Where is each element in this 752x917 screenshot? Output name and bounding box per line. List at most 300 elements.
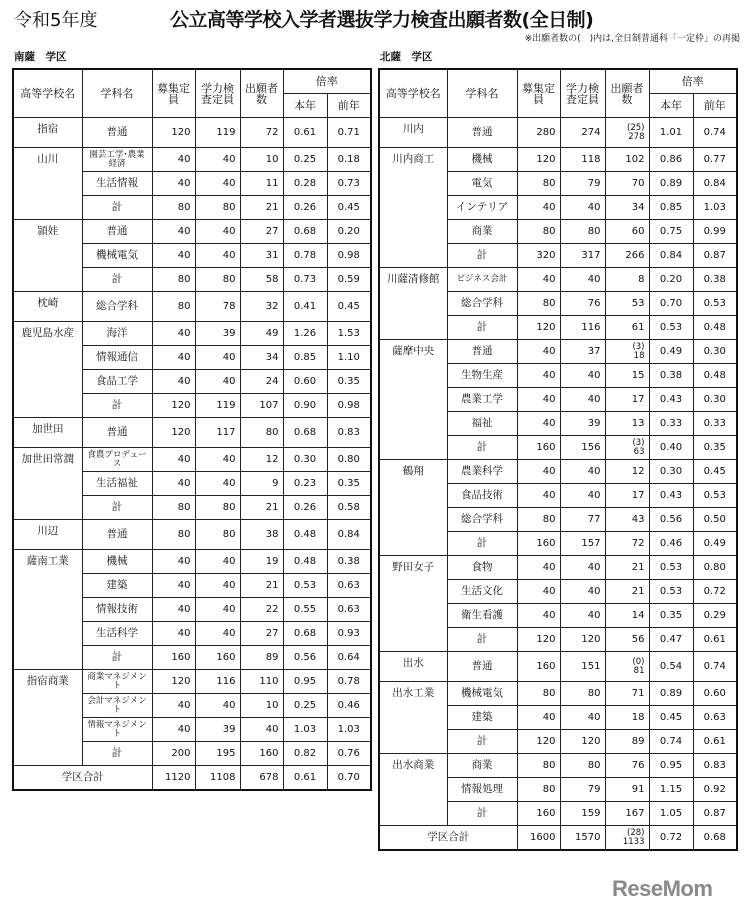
department-name: 普通 bbox=[447, 340, 517, 364]
department-name: 食品技術 bbox=[447, 484, 517, 508]
applicants-count: 19 bbox=[265, 556, 279, 567]
applicants-cell bbox=[605, 220, 649, 244]
rate-this-year-cell: 0.68 bbox=[283, 220, 327, 244]
rate-prev-year-cell: 1.10 bbox=[327, 346, 371, 370]
rate-prev-year-cell: 0.38 bbox=[693, 268, 737, 292]
rate-prev-year-cell: 0.18 bbox=[327, 148, 371, 172]
applicants-cell bbox=[240, 670, 283, 694]
quota-cell: 80 bbox=[517, 754, 560, 778]
rate-this-year-cell: 0.75 bbox=[649, 220, 693, 244]
school-name: 山川 bbox=[13, 148, 82, 220]
rate-prev-year-cell: 0.53 bbox=[693, 292, 737, 316]
rate-prev-year-cell: 0.73 bbox=[327, 172, 371, 196]
department-name: 総合学科 bbox=[82, 292, 152, 322]
rate-this-year-cell: 0.33 bbox=[649, 412, 693, 436]
rate-this-year-cell: 0.56 bbox=[283, 646, 327, 670]
applicants-count: 160 bbox=[259, 748, 279, 759]
applicants-cell bbox=[605, 826, 649, 851]
department-name: 計 bbox=[82, 196, 152, 220]
quota-cell: 120 bbox=[517, 730, 560, 754]
department-name: 食物 bbox=[447, 556, 517, 580]
applicants-cell bbox=[240, 118, 283, 148]
applicants-cell bbox=[605, 436, 649, 460]
applicants-count: 27 bbox=[265, 226, 279, 237]
rate-this-year-cell: 0.85 bbox=[283, 346, 327, 370]
capacity-cell: 40 bbox=[560, 556, 605, 580]
school-name: 川内 bbox=[379, 118, 447, 148]
applicants-count: 18 bbox=[633, 350, 645, 361]
capacity-cell: 274 bbox=[560, 118, 605, 148]
applicants-cell bbox=[605, 340, 649, 364]
capacity-cell: 120 bbox=[560, 730, 605, 754]
table-row bbox=[379, 460, 737, 484]
capacity-cell: 40 bbox=[560, 484, 605, 508]
rate-prev-year-cell: 0.61 bbox=[693, 628, 737, 652]
capacity-cell: 1108 bbox=[195, 766, 240, 791]
applicants-count: 15 bbox=[631, 370, 645, 381]
department-name: 農業工学 bbox=[447, 388, 517, 412]
quota-header: 募集定員 bbox=[517, 69, 560, 118]
quota-cell: 160 bbox=[517, 802, 560, 826]
capacity-cell: 40 bbox=[560, 460, 605, 484]
rate-prev-year-cell: 0.87 bbox=[693, 802, 737, 826]
rate-prev-year-cell: 0.64 bbox=[327, 646, 371, 670]
rate-prev-year-cell: 0.30 bbox=[693, 340, 737, 364]
applicants-header: 出願者数 bbox=[240, 69, 283, 118]
rate-prev-year-cell: 0.68 bbox=[693, 826, 737, 851]
rate-this-year-cell: 1.03 bbox=[283, 718, 327, 742]
rate-prev-year-cell: 0.33 bbox=[693, 412, 737, 436]
department-name: 園芸工学･農業経済 bbox=[82, 148, 152, 172]
department-name: 生活文化 bbox=[447, 580, 517, 604]
applicants-count: 678 bbox=[259, 772, 279, 783]
rate-prev-year-cell: 0.72 bbox=[693, 580, 737, 604]
rate-prev-year-cell: 0.74 bbox=[693, 118, 737, 148]
rate-prev-year-cell: 0.45 bbox=[693, 460, 737, 484]
capacity-cell: 39 bbox=[560, 412, 605, 436]
rate-prev-year-cell: 0.49 bbox=[693, 532, 737, 556]
applicants-count: 72 bbox=[265, 127, 279, 138]
department-name: 計 bbox=[82, 268, 152, 292]
rate-this-year-cell: 0.55 bbox=[283, 598, 327, 622]
department-name: 福祉 bbox=[447, 412, 517, 436]
quota-cell: 160 bbox=[517, 532, 560, 556]
rate-prev-year-cell: 0.35 bbox=[327, 370, 371, 394]
department-header: 学科名 bbox=[82, 69, 152, 118]
rate-this-year-cell: 0.45 bbox=[649, 706, 693, 730]
rate-this-year-cell: 0.40 bbox=[649, 436, 693, 460]
department-name: 商業 bbox=[447, 754, 517, 778]
applicants-cell bbox=[605, 484, 649, 508]
capacity-cell: 80 bbox=[195, 520, 240, 550]
quota-cell: 280 bbox=[517, 118, 560, 148]
quota-cell: 80 bbox=[152, 196, 195, 220]
rate-prev-year-cell: 0.20 bbox=[327, 220, 371, 244]
rate-this-year-cell: 0.26 bbox=[283, 496, 327, 520]
department-name: 機械電気 bbox=[82, 244, 152, 268]
quota-cell: 120 bbox=[517, 628, 560, 652]
capacity-cell: 80 bbox=[560, 682, 605, 706]
quota-cell: 40 bbox=[152, 574, 195, 598]
rate-prev-year-cell: 0.80 bbox=[693, 556, 737, 580]
department-name: 機械 bbox=[447, 148, 517, 172]
quota-cell: 40 bbox=[517, 388, 560, 412]
quota-cell: 120 bbox=[517, 148, 560, 172]
capacity-cell: 1570 bbox=[560, 826, 605, 851]
rate-this-year-cell: 0.48 bbox=[283, 520, 327, 550]
applicants-cell bbox=[605, 172, 649, 196]
rate-this-year-cell: 0.60 bbox=[283, 370, 327, 394]
applicants-count: 21 bbox=[265, 580, 279, 591]
capacity-cell: 40 bbox=[195, 148, 240, 172]
rate-prev-year-cell: 0.45 bbox=[327, 292, 371, 322]
applicants-note: (0) bbox=[632, 656, 645, 667]
district-total-row bbox=[13, 766, 371, 791]
department-name: ビジネス会計 bbox=[447, 268, 517, 292]
rate-prev-year-cell: 0.87 bbox=[693, 244, 737, 268]
capacity-cell: 118 bbox=[560, 148, 605, 172]
header-row bbox=[379, 69, 737, 94]
department-name: 商業 bbox=[447, 220, 517, 244]
applicants-count: 60 bbox=[631, 226, 645, 237]
applicants-count: 56 bbox=[631, 634, 645, 645]
rate-prev-year-cell: 0.74 bbox=[693, 652, 737, 682]
district-total-label: 学区合計 bbox=[13, 766, 152, 791]
school-name: 川辺 bbox=[13, 520, 82, 550]
quota-cell: 40 bbox=[152, 346, 195, 370]
rate-this-year-cell: 0.30 bbox=[283, 448, 327, 472]
applicants-count: 63 bbox=[633, 446, 645, 457]
rate-this-year-cell: 1.05 bbox=[649, 802, 693, 826]
applicants-count: 31 bbox=[265, 250, 279, 261]
rate-this-year-header: 本年 bbox=[283, 94, 327, 118]
rate-this-year-cell: 0.95 bbox=[283, 670, 327, 694]
applicants-count: 9 bbox=[272, 478, 279, 489]
applicants-count: 22 bbox=[265, 604, 279, 615]
applicants-count: 58 bbox=[265, 274, 279, 285]
rate-this-year-cell: 0.53 bbox=[649, 580, 693, 604]
applicants-cell bbox=[605, 244, 649, 268]
department-name: 生活福祉 bbox=[82, 472, 152, 496]
rate-this-year-cell: 0.86 bbox=[649, 148, 693, 172]
applicants-cell bbox=[240, 718, 283, 742]
school-name: 野田女子 bbox=[379, 556, 447, 652]
applicants-count: 40 bbox=[265, 724, 279, 735]
capacity-cell: 37 bbox=[560, 340, 605, 364]
rate-this-year-header: 本年 bbox=[649, 94, 693, 118]
school-name: 出水工業 bbox=[379, 682, 447, 754]
applicants-count: 61 bbox=[631, 322, 645, 333]
quota-cell: 80 bbox=[152, 496, 195, 520]
capacity-cell: 120 bbox=[560, 628, 605, 652]
department-name: 計 bbox=[82, 496, 152, 520]
applicants-count: 17 bbox=[631, 394, 645, 405]
rate-this-year-cell: 1.26 bbox=[283, 322, 327, 346]
district-total-row bbox=[379, 826, 737, 851]
applicants-count: 11 bbox=[265, 178, 279, 189]
applicants-cell bbox=[240, 394, 283, 418]
quota-cell: 40 bbox=[152, 598, 195, 622]
rate-this-year-cell: 0.72 bbox=[649, 826, 693, 851]
rate-this-year-cell: 0.61 bbox=[283, 118, 327, 148]
table-row bbox=[379, 340, 737, 364]
rate-prev-year-cell: 0.50 bbox=[693, 508, 737, 532]
department-name: 情報技術 bbox=[82, 598, 152, 622]
rate-this-year-cell: 1.15 bbox=[649, 778, 693, 802]
applicants-cell bbox=[605, 730, 649, 754]
capacity-cell: 119 bbox=[195, 394, 240, 418]
quota-cell: 1600 bbox=[517, 826, 560, 851]
capacity-cell: 39 bbox=[195, 322, 240, 346]
applicants-count: 102 bbox=[625, 154, 645, 165]
capacity-cell: 156 bbox=[560, 436, 605, 460]
applicants-cell bbox=[605, 268, 649, 292]
department-name: 情報通信 bbox=[82, 346, 152, 370]
header-row bbox=[13, 69, 371, 94]
rate-this-year-cell: 0.43 bbox=[649, 484, 693, 508]
applicants-cell bbox=[240, 646, 283, 670]
school-name: 薩南工業 bbox=[13, 550, 82, 670]
capacity-cell: 76 bbox=[560, 292, 605, 316]
department-name: 計 bbox=[447, 628, 517, 652]
quota-cell: 40 bbox=[152, 322, 195, 346]
department-header: 学科名 bbox=[447, 69, 517, 118]
capacity-cell: 40 bbox=[560, 196, 605, 220]
table-row bbox=[13, 520, 371, 550]
quota-cell: 120 bbox=[517, 316, 560, 340]
rate-this-year-cell: 0.61 bbox=[283, 766, 327, 791]
quota-cell: 40 bbox=[517, 268, 560, 292]
department-name: 計 bbox=[82, 742, 152, 766]
department-name: 計 bbox=[82, 646, 152, 670]
quota-cell: 40 bbox=[152, 172, 195, 196]
applicants-cell bbox=[605, 532, 649, 556]
applicants-count: 10 bbox=[265, 700, 279, 711]
department-name: 生活科学 bbox=[82, 622, 152, 646]
rate-prev-year-cell: 0.93 bbox=[327, 622, 371, 646]
district-label-nansatsu: 南薩 学区 bbox=[14, 51, 67, 63]
capacity-cell: 79 bbox=[560, 778, 605, 802]
table-row bbox=[13, 220, 371, 244]
rate-this-year-cell: 0.46 bbox=[649, 532, 693, 556]
department-name: 情報マネジメント bbox=[82, 718, 152, 742]
rate-this-year-cell: 0.47 bbox=[649, 628, 693, 652]
table-row bbox=[379, 556, 737, 580]
capacity-cell: 116 bbox=[195, 670, 240, 694]
department-name: 計 bbox=[447, 802, 517, 826]
rate-prev-year-cell: 0.84 bbox=[327, 520, 371, 550]
resemom-logo: ReseMom bbox=[612, 876, 713, 901]
capacity-cell: 195 bbox=[195, 742, 240, 766]
quota-cell: 120 bbox=[152, 394, 195, 418]
capacity-cell: 80 bbox=[560, 220, 605, 244]
applicants-cell bbox=[605, 604, 649, 628]
applicants-cell bbox=[605, 196, 649, 220]
department-name: 食農プロデュース bbox=[82, 448, 152, 472]
department-name: 計 bbox=[447, 244, 517, 268]
capacity-header: 学力検査定員 bbox=[560, 69, 605, 118]
applicants-cell bbox=[240, 292, 283, 322]
rate-this-year-cell: 0.20 bbox=[649, 268, 693, 292]
rate-this-year-cell: 0.70 bbox=[649, 292, 693, 316]
capacity-cell: 40 bbox=[195, 244, 240, 268]
applicants-count: 38 bbox=[265, 529, 279, 540]
rate-prev-year-cell: 0.98 bbox=[327, 244, 371, 268]
quota-cell: 40 bbox=[517, 484, 560, 508]
applicants-cell bbox=[240, 268, 283, 292]
capacity-cell: 40 bbox=[195, 598, 240, 622]
applicants-cell bbox=[605, 412, 649, 436]
applicants-cell bbox=[605, 388, 649, 412]
rate-prev-year-cell: 0.48 bbox=[693, 316, 737, 340]
rate-prev-year-cell: 0.78 bbox=[327, 670, 371, 694]
rate-this-year-cell: 0.35 bbox=[649, 604, 693, 628]
applicants-cell bbox=[240, 472, 283, 496]
school-name-header: 高等学校名 bbox=[379, 69, 447, 118]
applicants-count: 49 bbox=[265, 328, 279, 339]
applicants-note: (3) bbox=[632, 437, 645, 448]
applicants-count: 167 bbox=[625, 808, 645, 819]
school-name-header: 高等学校名 bbox=[13, 69, 82, 118]
quota-cell: 120 bbox=[152, 118, 195, 148]
applicants-cell bbox=[240, 622, 283, 646]
school-name: 川内商工 bbox=[379, 148, 447, 268]
quota-cell: 40 bbox=[517, 604, 560, 628]
rate-prev-year-cell: 0.30 bbox=[693, 388, 737, 412]
rate-this-year-cell: 0.73 bbox=[283, 268, 327, 292]
rate-this-year-cell: 0.28 bbox=[283, 172, 327, 196]
department-name: 農業科学 bbox=[447, 460, 517, 484]
applicants-count: 21 bbox=[631, 562, 645, 573]
rate-this-year-cell: 0.49 bbox=[649, 340, 693, 364]
table-row bbox=[13, 550, 371, 574]
applicants-cell bbox=[240, 694, 283, 718]
applicants-count: 32 bbox=[265, 301, 279, 312]
applicants-count: 110 bbox=[259, 676, 279, 687]
rate-this-year-cell: 0.23 bbox=[283, 472, 327, 496]
table-row bbox=[379, 148, 737, 172]
capacity-cell: 151 bbox=[560, 652, 605, 682]
table-row bbox=[13, 292, 371, 322]
rate-this-year-cell: 0.89 bbox=[649, 172, 693, 196]
rate-this-year-cell: 0.56 bbox=[649, 508, 693, 532]
school-name: 指宿 bbox=[13, 118, 82, 148]
hokusatsu-table bbox=[378, 68, 738, 851]
applicants-count: 72 bbox=[631, 538, 645, 549]
rate-header: 倍率 bbox=[283, 69, 371, 94]
school-name: 枕崎 bbox=[13, 292, 82, 322]
school-name: 鹿児島水産 bbox=[13, 322, 82, 418]
school-name: 加世田 bbox=[13, 418, 82, 448]
rate-prev-year-cell: 0.63 bbox=[327, 598, 371, 622]
rate-this-year-cell: 0.82 bbox=[283, 742, 327, 766]
department-name: 生活情報 bbox=[82, 172, 152, 196]
rate-this-year-cell: 0.48 bbox=[283, 550, 327, 574]
rate-prev-year-cell: 0.29 bbox=[693, 604, 737, 628]
applicants-cell bbox=[605, 628, 649, 652]
department-name: 総合学科 bbox=[447, 508, 517, 532]
applicants-cell bbox=[240, 418, 283, 448]
department-name: 普通 bbox=[82, 118, 152, 148]
applicants-header: 出願者数 bbox=[605, 69, 649, 118]
capacity-header: 学力検査定員 bbox=[195, 69, 240, 118]
quota-cell: 80 bbox=[152, 292, 195, 322]
quota-cell: 320 bbox=[517, 244, 560, 268]
capacity-cell: 40 bbox=[195, 172, 240, 196]
capacity-cell: 40 bbox=[560, 388, 605, 412]
department-name: 電気 bbox=[447, 172, 517, 196]
rate-prev-year-cell: 0.46 bbox=[327, 694, 371, 718]
rate-this-year-cell: 0.89 bbox=[649, 682, 693, 706]
table-row bbox=[13, 448, 371, 472]
district-total-label: 学区合計 bbox=[379, 826, 517, 851]
rate-prev-year-cell: 0.76 bbox=[327, 742, 371, 766]
department-name: 機械 bbox=[82, 550, 152, 574]
quota-header: 募集定員 bbox=[152, 69, 195, 118]
department-name: 食品工学 bbox=[82, 370, 152, 394]
department-name: 会計マネジメント bbox=[82, 694, 152, 718]
applicants-cell bbox=[240, 598, 283, 622]
applicants-count: 80 bbox=[265, 427, 279, 438]
quota-cell: 40 bbox=[152, 220, 195, 244]
quota-cell: 80 bbox=[152, 520, 195, 550]
quota-cell: 40 bbox=[152, 718, 195, 742]
table-row bbox=[13, 148, 371, 172]
rate-prev-year-cell: 0.99 bbox=[693, 220, 737, 244]
rate-prev-year-cell: 0.63 bbox=[327, 574, 371, 598]
rate-header: 倍率 bbox=[649, 69, 737, 94]
capacity-cell: 159 bbox=[560, 802, 605, 826]
applicants-count: 18 bbox=[631, 712, 645, 723]
rate-this-year-cell: 0.84 bbox=[649, 244, 693, 268]
quota-cell: 40 bbox=[517, 364, 560, 388]
school-name: 薩摩中央 bbox=[379, 340, 447, 460]
applicants-cell bbox=[605, 316, 649, 340]
rate-this-year-cell: 0.68 bbox=[283, 418, 327, 448]
rate-prev-year-cell: 0.77 bbox=[693, 148, 737, 172]
applicants-note: (25) bbox=[627, 122, 645, 133]
rate-prev-year-header: 前年 bbox=[693, 94, 737, 118]
quota-cell: 1120 bbox=[152, 766, 195, 791]
applicants-count: 34 bbox=[631, 202, 645, 213]
applicants-count: 24 bbox=[265, 376, 279, 387]
quota-cell: 80 bbox=[517, 172, 560, 196]
capacity-cell: 39 bbox=[195, 718, 240, 742]
applicants-count: 107 bbox=[259, 400, 279, 411]
department-name: 建築 bbox=[82, 574, 152, 598]
rate-this-year-cell: 0.41 bbox=[283, 292, 327, 322]
department-name: 建築 bbox=[447, 706, 517, 730]
rate-prev-year-cell: 0.45 bbox=[327, 196, 371, 220]
quota-cell: 40 bbox=[152, 448, 195, 472]
rate-prev-year-cell: 0.71 bbox=[327, 118, 371, 148]
applicants-cell bbox=[240, 742, 283, 766]
quota-cell: 200 bbox=[152, 742, 195, 766]
quota-cell: 40 bbox=[152, 148, 195, 172]
rate-prev-year-cell: 0.35 bbox=[693, 436, 737, 460]
department-name: 生物生産 bbox=[447, 364, 517, 388]
rate-prev-year-cell: 0.35 bbox=[327, 472, 371, 496]
applicants-count: 91 bbox=[631, 784, 645, 795]
table-row bbox=[13, 322, 371, 346]
applicants-count: 266 bbox=[625, 250, 645, 261]
fiscal-year: 令和5年度 bbox=[14, 10, 98, 31]
rate-prev-year-cell: 0.70 bbox=[327, 766, 371, 791]
applicants-cell bbox=[240, 766, 283, 791]
capacity-cell: 40 bbox=[560, 580, 605, 604]
capacity-cell: 160 bbox=[195, 646, 240, 670]
rate-prev-year-cell: 0.83 bbox=[693, 754, 737, 778]
